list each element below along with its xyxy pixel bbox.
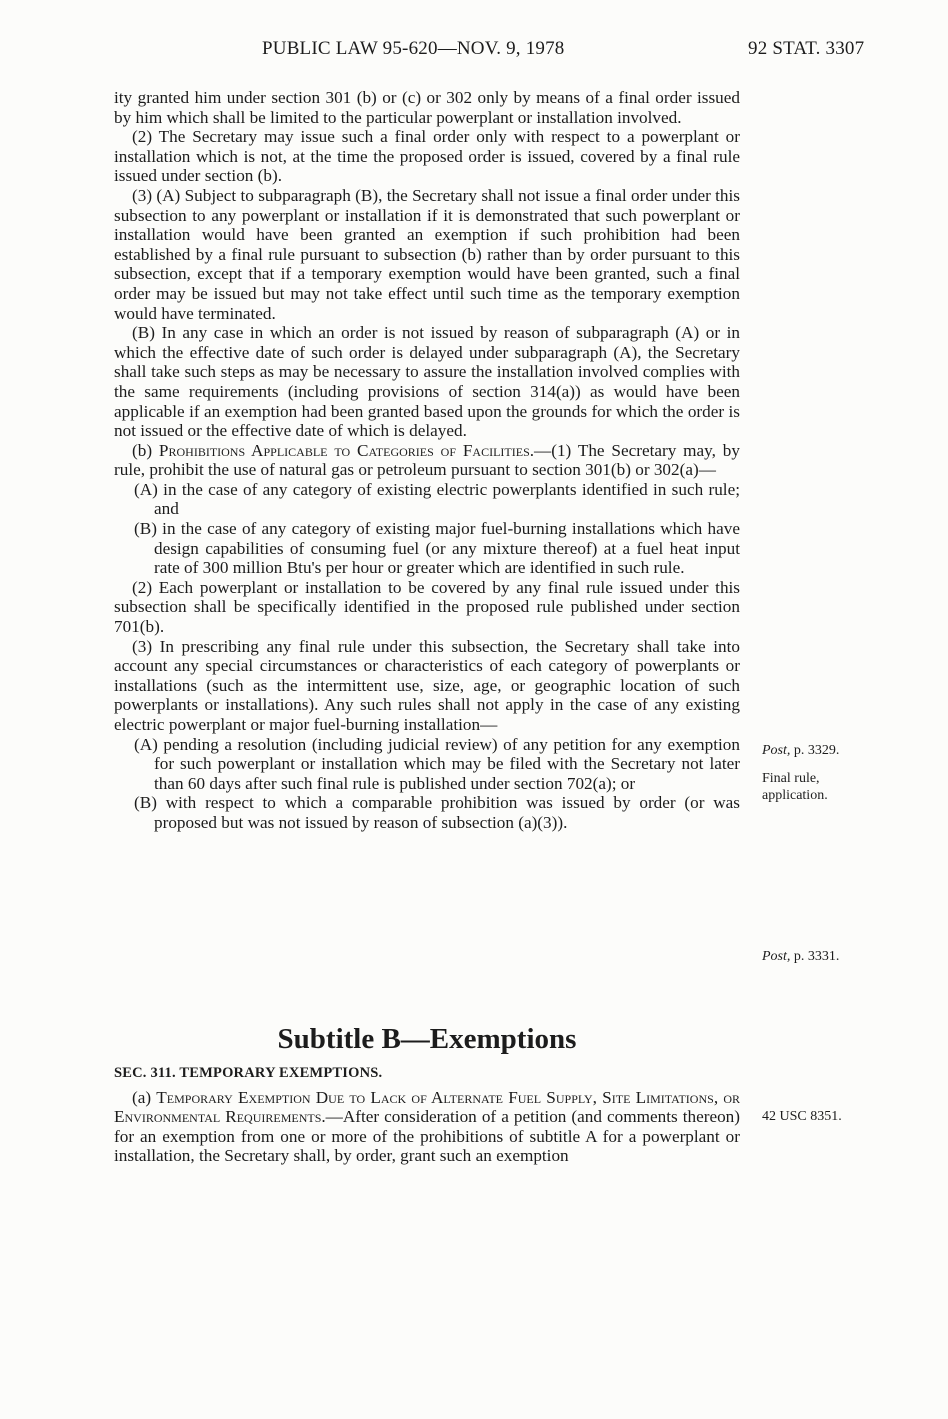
paragraph-continuation: ity granted him under section 301 (b) or (c) or 302 only by means of a final order issued by him which shall be limited to the particular powerplant or installation involved. (114, 88, 740, 127)
section-311-a-label: (a) (132, 1087, 152, 1107)
paragraph-2: (2) The Secretary may issue such a final order only with respect to a powerplant or installation which is not, at the time the proposed order is issued, covered by a final rule issued under section (b). (114, 127, 740, 186)
margin-note-post-3331: Post, p. 3331. (762, 949, 840, 964)
subtitle-heading: Subtitle B—Exemptions (277, 1023, 577, 1055)
section-311-a-text: —After consideration of a petition (and comments thereon) for an exemption from one or more of the prohibitions of subtitle A for a powerplant or installation, the Secretary shall, by order, grant such an exemption (114, 1107, 740, 1166)
subsection-b-text: —(1) The Secretary may, by rule, prohibit the use of natural gas or petroleum pursuant to section 301(b) or 302(a)— (114, 440, 740, 480)
subsection-b-label: (b) (132, 440, 153, 460)
section-311 (114, 1064, 740, 1166)
running-head (0, 38, 948, 64)
item-b3-b: (B) with respect to which a comparable prohibition was issued by order (or was proposed but was not issued by reason of subsection (a)(3)). (134, 793, 740, 832)
paragraph-3a: (3) (A) Subject to subparagraph (B), the Secretary shall not issue a final order under this subsection to any powerplant or installation if it is demonstrated that such powerplant or installation would have been granted an exemption if such prohibition had been established by a final rule pursuant to subsection (b) rather than by order pursuant to this subsection, except that if a temporary exemption would have been granted, such a final order may be issued but may not take effect until such time as the temporary exemption would have terminated. (114, 185, 740, 323)
item-b1-b: (B) in the case of any category of existing major fuel-burning installations which have design capabilities of consuming fuel (or any mixture thereof) at a fuel heat input rate of 300 million Btu's per hour or greater which are identified in such rule. (134, 519, 740, 578)
subsection-b-heading: Prohibitions Applicable to Categories of Facilities. (158, 440, 535, 460)
body-text (114, 88, 740, 833)
margin-note-final-rule: Final rule, application. (762, 771, 828, 803)
running-head-title: PUBLIC LAW 95-620—NOV. 9, 1978 (262, 38, 565, 59)
margin-note-usc: 42 USC 8351. (762, 1109, 842, 1124)
section-heading: SEC. 311. TEMPORARY EXEMPTIONS. (114, 1065, 383, 1081)
paragraph-b2: (2) Each powerplant or installation to be covered by any final rule issued under this subsection shall be specifically identified in the proposed rule published under section 701(b). (114, 577, 740, 637)
paragraph-b3: (3) In prescribing any final rule under this subsection, the Secretary shall take into account any special circumstances or characteristics of each category of powerplants or installations (such as the intermittent use, size, age, or geographic location of such powerplants or installations). Any such rules shall not apply in the case of any existing electric powerplant or major fuel-burning installation— (114, 636, 740, 734)
section-311-a-caption: Temporary Exemption Due to Lack of Alternate Fuel Supply, Site Limitations, or Environmental Requirements. (114, 1087, 740, 1127)
margin-note-post-3329: Post, p. 3329. (762, 743, 840, 758)
item-b3-a: (A) pending a resolution (including judicial review) of any petition for any exemption for such powerplant or installation which may be filed with the Secretary not later than 60 days after such final rule is published under section 702(a); or (134, 734, 740, 793)
section-311-a (114, 1088, 740, 1166)
subsection-b-paragraph (114, 441, 740, 480)
item-b1-a: (A) in the case of any category of existing electric powerplants identified in such rule; and (134, 479, 740, 519)
page-number: 92 STAT. 3307 (748, 38, 865, 59)
paragraph-3b: (B) In any case in which an order is not issued by reason of subparagraph (A) or in which the effective date of such order is delayed under subparagraph (A), the Secretary shall take such steps as may be necessary to assure the installation involved complies with the same requirements (including provisions of section 314(a)) as would have been applicable if an exemption had been granted based upon the grounds for which the order is not issued or the effective date of which is delayed. (114, 323, 740, 441)
